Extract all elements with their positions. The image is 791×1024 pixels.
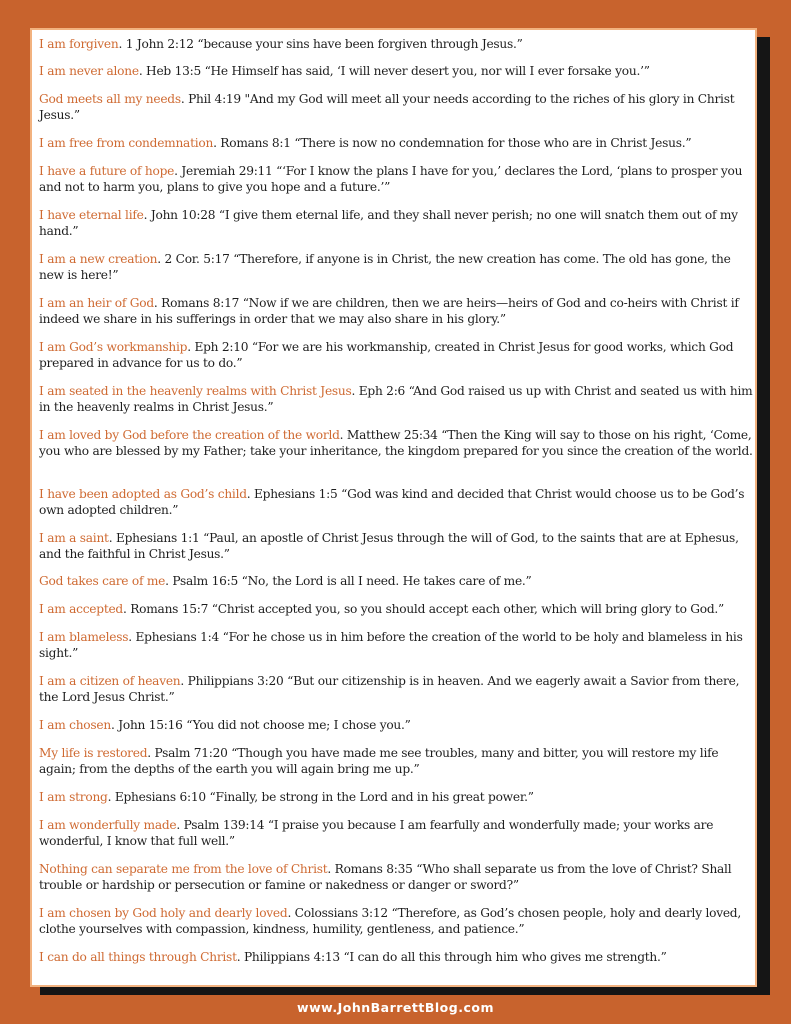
affirmation-card [30, 28, 757, 987]
affirmation-item [39, 818, 754, 849]
affirmation-lead: I can do all things through Christ [39, 950, 237, 964]
affirmation-item [39, 602, 754, 618]
affirmation-verse: . Heb 13:5 “He Himself has said, ‘I will never desert you, nor will I ever forsake you.’” [138, 64, 650, 78]
affirmation-verse: . Ephesians 1:1 “Paul, an apostle of Christ Jesus through the will of God, to the saints that are at Ephesus, and the faithful in Christ Jesus.” [39, 531, 739, 561]
affirmation-lead: I am never alone [39, 64, 139, 78]
affirmation-item [39, 64, 754, 80]
affirmation-lead: I am a saint [39, 531, 109, 545]
affirmation-verse: . Eph 2:10 “For we are his workmanship, created in Christ Jesus for good works, which God prepared in advance for us to do.” [39, 340, 734, 370]
affirmation-item [39, 906, 754, 937]
affirmation-item [39, 164, 754, 195]
affirmation-lead: I am a citizen of heaven [39, 674, 181, 688]
affirmation-lead: Nothing can separate me from the love of Christ [39, 862, 328, 876]
affirmation-verse: . Philippians 3:20 “But our citizenship is in heaven. And we eagerly await a Savior from there, the Lord Jesus Christ.” [39, 674, 740, 704]
affirmation-verse: . Romans 8:1 “There is now no condemnation for those who are in Christ Jesus.” [213, 136, 692, 150]
affirmation-verse: . Ephesians 1:4 “For he chose us in him before the creation of the world to be holy and blameless in his sight.” [39, 630, 743, 660]
affirmation-item [39, 92, 754, 123]
affirmation-lead: I am seated in the heavenly realms with Christ Jesus [39, 384, 352, 398]
affirmation-lead: I am God’s workmanship [39, 340, 188, 354]
affirmation-verse: . Philippians 4:13 “I can do all this through him who gives me strength.” [236, 950, 667, 964]
affirmation-verse: . 1 John 2:12 “because your sins have been forgiven through Jesus.” [118, 37, 523, 51]
affirmation-lead: I am chosen by God holy and dearly loved [39, 906, 288, 920]
affirmation-item [39, 746, 754, 777]
affirmation-item [39, 252, 754, 283]
footer-website-url: www.JohnBarrettBlog.com [297, 1000, 494, 1015]
affirmation-item [39, 531, 754, 562]
affirmation-verse: . Phil 4:19 "And my God will meet all your needs according to the riches of his glory in Christ Jesus.” [39, 92, 735, 122]
affirmation-item [39, 790, 754, 806]
affirmation-verse: . Romans 8:35 “Who shall separate us from the love of Christ? Shall trouble or hardship or persecution or famine or nakedness or danger or sword?” [39, 862, 732, 892]
affirmation-lead: I have eternal life [39, 208, 144, 222]
affirmation-item [39, 208, 754, 239]
affirmation-item [39, 630, 754, 661]
affirmation-item [39, 674, 754, 705]
affirmation-verse: . Colossians 3:12 “Therefore, as God’s chosen people, holy and dearly loved, clothe yourselves with compassion, kindness, humility, gentleness, and patience.” [39, 906, 741, 936]
affirmation-verse: . John 10:28 “I give them eternal life, and they shall never perish; no one will snatch them out of my hand.” [39, 208, 738, 238]
affirmation-item [39, 862, 754, 893]
affirmation-item [39, 340, 754, 371]
affirmation-verse: . Psalm 139:14 “I praise you because I am fearfully and wonderfully made; your works are wonderful, I know that full well.” [39, 818, 714, 848]
affirmation-verse: . Ephesians 1:5 “God was kind and decided that Christ would choose us to be God’s own adopted children.” [39, 487, 745, 517]
affirmation-item [39, 37, 754, 53]
affirmation-item [39, 296, 754, 327]
affirmation-verse: . Romans 15:7 “Christ accepted you, so you should accept each other, which will bring glory to God.” [122, 602, 725, 616]
affirmation-verse: . Psalm 16:5 “No, the Lord is all I need. He takes care of me.” [165, 574, 532, 588]
affirmation-lead: I am forgiven [39, 37, 119, 51]
affirmation-verse: . Ephesians 6:10 “Finally, be strong in the Lord and in his great power.” [107, 790, 534, 804]
affirmation-lead: I am wonderfully made [39, 818, 177, 832]
affirmation-item [39, 136, 754, 152]
affirmation-item [39, 718, 754, 734]
affirmation-verse: . 2 Cor. 5:17 “Therefore, if anyone is in Christ, the new creation has come. The old has gone, the new is here!” [39, 252, 731, 282]
affirmation-lead: I am blameless [39, 630, 129, 644]
affirmation-verse: . Romans 8:17 “Now if we are children, then we are heirs—heirs of God and co-heirs with Christ if indeed we share in his sufferings in order that we may also share in his glory.” [39, 296, 739, 326]
affirmation-lead: I have a future of hope [39, 164, 175, 178]
affirmation-lead: I am accepted [39, 602, 123, 616]
affirmation-lead: My life is restored [39, 746, 148, 760]
affirmation-lead: God meets all my needs [39, 92, 181, 106]
affirmation-verse: . Jeremiah 29:11 “‘For I know the plans I have for you,’ declares the Lord, ‘plans to prosper you and not to harm you, plans to give you hope and a future.’” [39, 164, 743, 194]
affirmation-lead: I am loved by God before the creation of the world [39, 428, 340, 442]
affirmation-lead: I am chosen [39, 718, 111, 732]
affirmation-lead: I am strong [39, 790, 108, 804]
affirmation-verse: . Eph 2:6 “And God raised us up with Christ and seated us with him in the heavenly realms in Christ Jesus.” [39, 384, 753, 414]
affirmation-lead: I am a new creation [39, 252, 158, 266]
affirmation-lead: God takes care of me [39, 574, 166, 588]
affirmation-verse: . John 15:16 “You did not choose me; I chose you.” [110, 718, 411, 732]
affirmation-item [39, 487, 754, 518]
affirmation-item [39, 950, 754, 966]
affirmation-item [39, 384, 754, 415]
affirmation-lead: I have been adopted as God’s child [39, 487, 247, 501]
affirmation-verse: . Psalm 71:20 “Though you have made me see troubles, many and bitter, you will restore my life again; from the depths of the earth you will again bring me up.” [39, 746, 719, 776]
affirmation-item [39, 428, 754, 459]
affirmation-verse: . Matthew 25:34 “Then the King will say to those on his right, ‘Come, you who are blessed by my Father; take your inheritance, the kingdom prepared for you since the creation of the world. [39, 428, 753, 458]
affirmation-item [39, 574, 754, 590]
affirmation-lead: I am an heir of God [39, 296, 154, 310]
affirmation-lead: I am free from condemnation [39, 136, 214, 150]
